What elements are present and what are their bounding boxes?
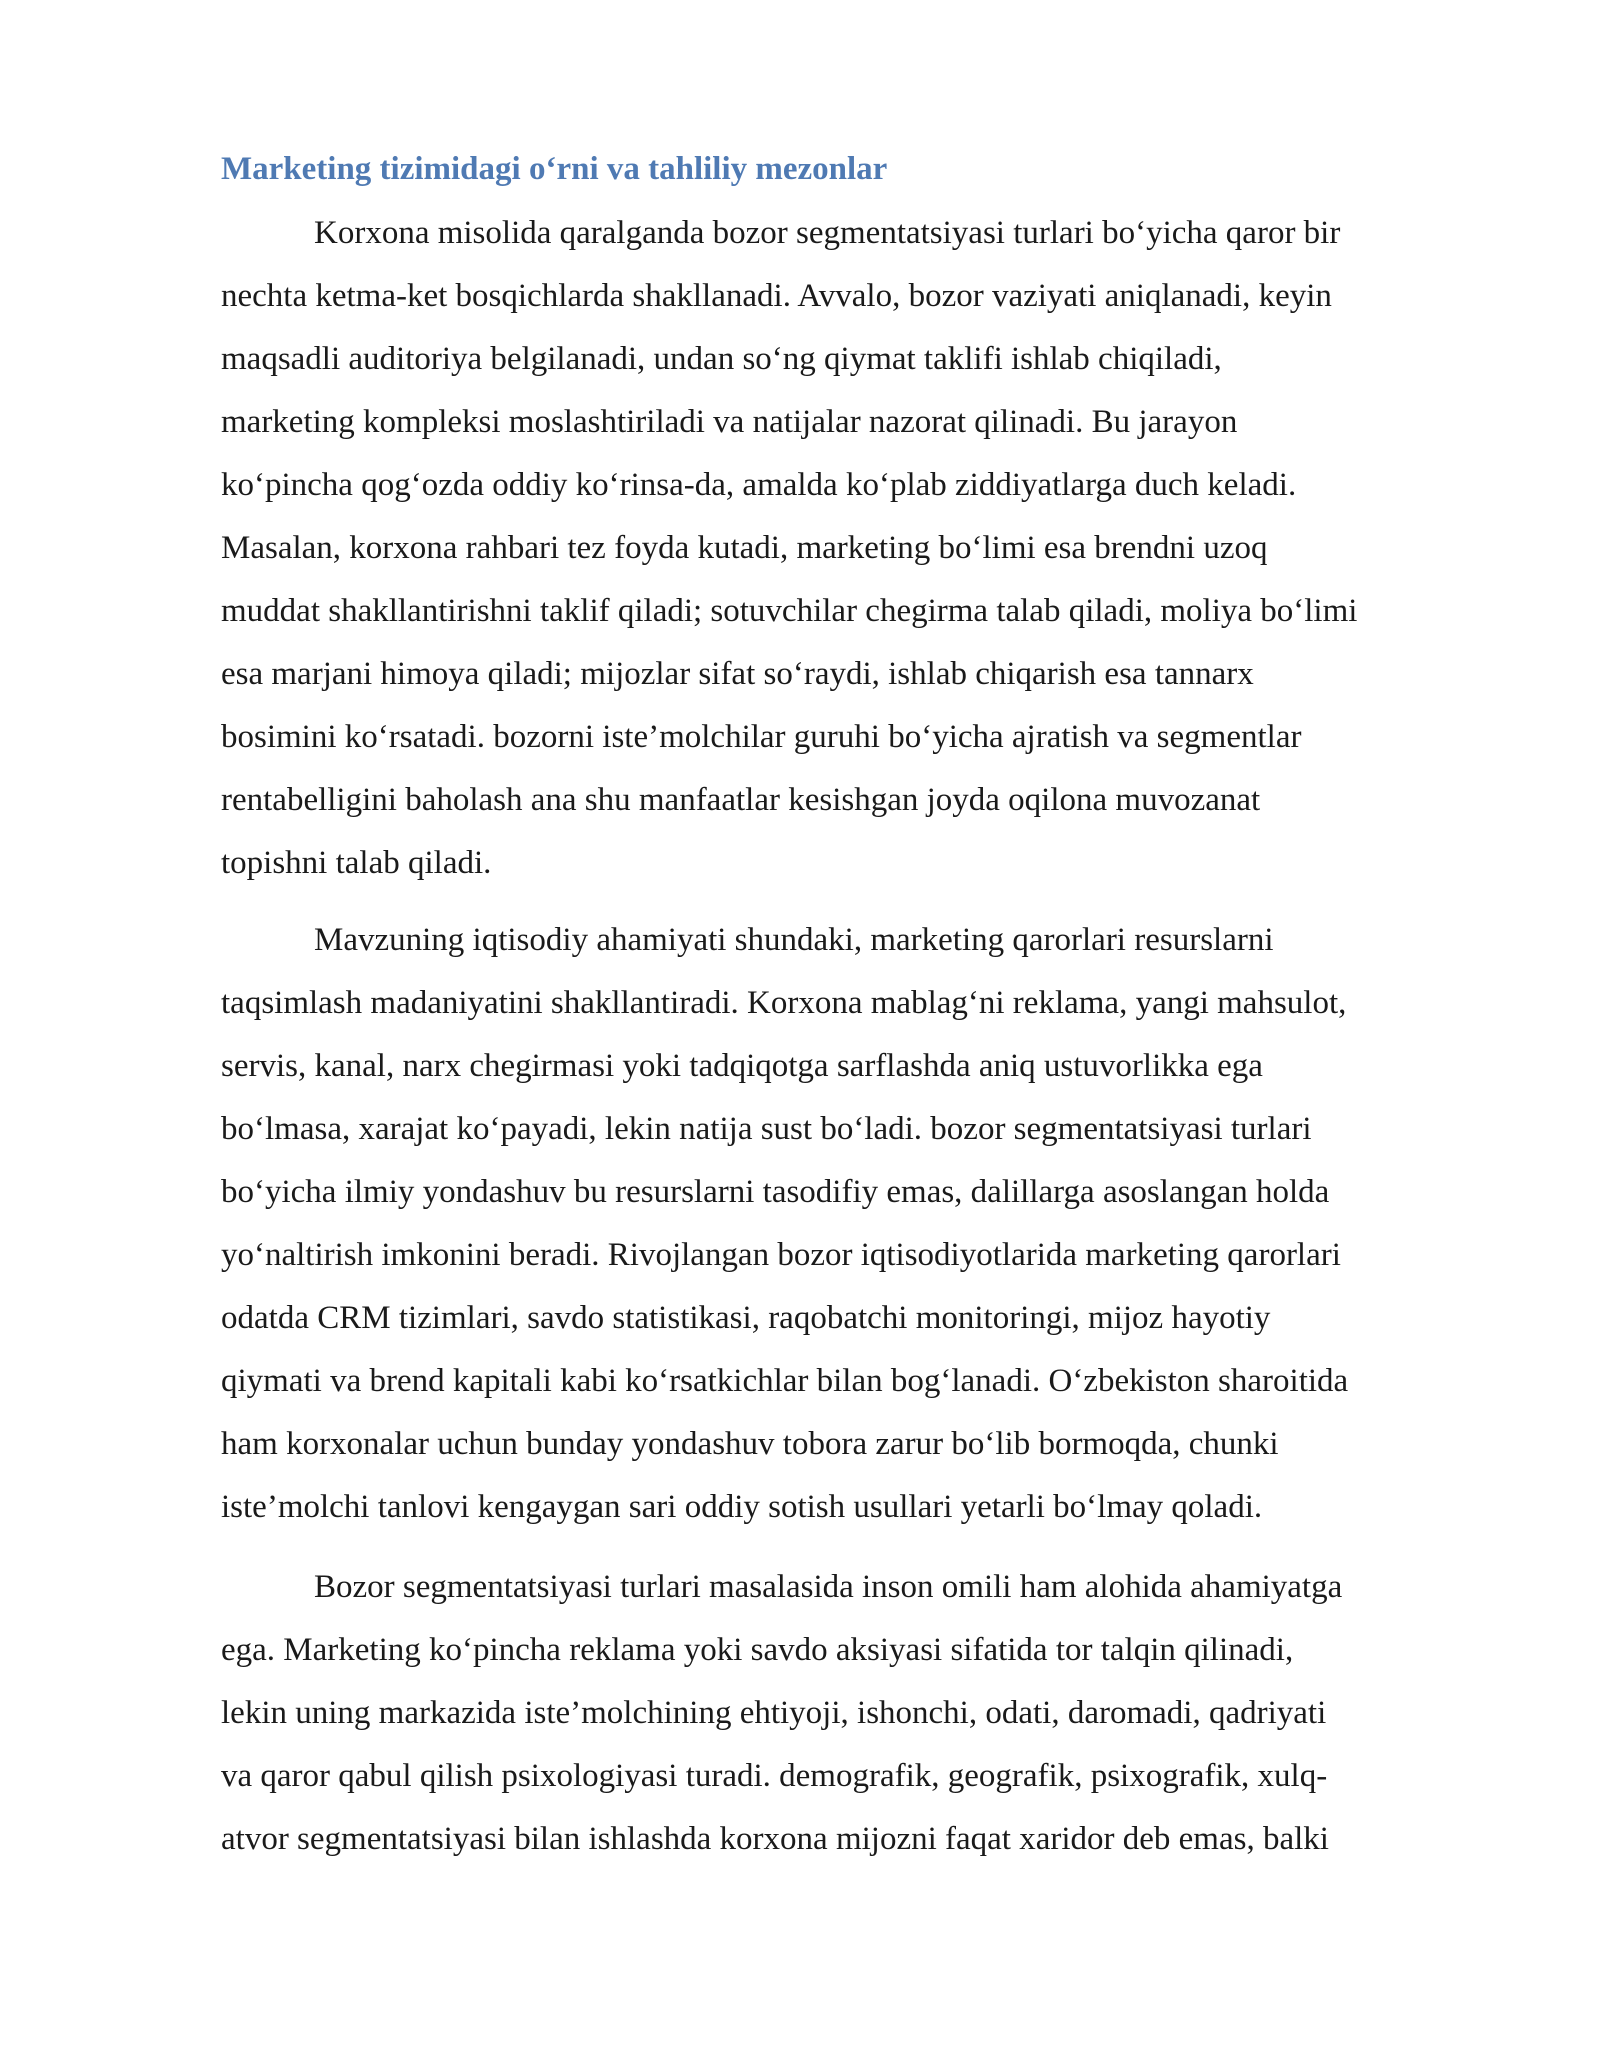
paragraph-line: iste’molchi tanlovi kengaygan sari oddiy sotish usullari yetarli bo‘lmay qoladi. (221, 1489, 1263, 1525)
section-heading: Marketing tizimidagi o‘rni va tahliliy mezonlar (221, 151, 888, 187)
paragraph-line: esa marjani himoya qiladi; mijozlar sifat so‘raydi, ishlab chiqarish esa tannarx (221, 656, 1254, 692)
paragraph-line: bosimini ko‘rsatadi. bozorni iste’molchilar guruhi bo‘yicha ajratish va segmentlar (221, 719, 1302, 755)
paragraph-line: odatda CRM tizimlari, savdo statistikasi, raqobatchi monitoringi, mijoz hayotiy (221, 1300, 1271, 1336)
paragraph-line: ham korxonalar uchun bunday yondashuv tobora zarur bo‘lib bormoqda, chunki (221, 1426, 1279, 1462)
paragraph-line: qiymati va brend kapitali kabi ko‘rsatkichlar bilan bog‘lanadi. O‘zbekiston sharoitida (221, 1363, 1349, 1399)
paragraph-line: Masalan, korxona rahbari tez foyda kutadi, marketing bo‘limi esa brendni uzoq (221, 530, 1268, 566)
paragraph-line: taqsimlash madaniyatini shakllantiradi. Korxona mablag‘ni reklama, yangi mahsulot, (221, 985, 1347, 1021)
paragraph-line: atvor segmentatsiyasi bilan ishlashda korxona mijozni faqat xaridor deb emas, balki (221, 1821, 1329, 1857)
paragraph-line: Mavzuning iqtisodiy ahamiyati shundaki, marketing qarorlari resurslarni (314, 922, 1274, 958)
paragraph-line: Korxona misolida qaralganda bozor segmentatsiyasi turlari bo‘yicha qaror bir (314, 215, 1341, 251)
paragraph-line: servis, kanal, narx chegirmasi yoki tadqiqotga sarflashda aniq ustuvorlikka ega (221, 1048, 1263, 1084)
paragraph-line: va qaror qabul qilish psixologiyasi turadi. demografik, geografik, psixografik, xulq- (221, 1758, 1328, 1794)
paragraph-line: ega. Marketing ko‘pincha reklama yoki savdo aksiyasi sifatida tor talqin qilinadi, (221, 1632, 1294, 1668)
paragraph-line: muddat shakllantirishni taklif qiladi; sotuvchilar chegirma talab qiladi, moliya bo‘limi (221, 593, 1358, 629)
paragraph-line: maqsadli auditoriya belgilanadi, undan so‘ng qiymat taklifi ishlab chiqiladi, (221, 341, 1222, 377)
paragraph-line: nechta ketma-ket bosqichlarda shakllanadi. Avvalo, bozor vaziyati aniqlanadi, keyin (221, 278, 1332, 314)
paragraph-line: bo‘lmasa, xarajat ko‘payadi, lekin natija sust bo‘ladi. bozor segmentatsiyasi turlari (221, 1111, 1312, 1147)
paragraph-line: Bozor segmentatsiyasi turlari masalasida inson omili ham alohida ahamiyatga (314, 1569, 1343, 1605)
paragraph-line: bo‘yicha ilmiy yondashuv bu resurslarni tasodifiy emas, dalillarga asoslangan holda (221, 1174, 1330, 1210)
paragraph-line: lekin uning markazida iste’molchining ehtiyoji, ishonchi, odati, daromadi, qadriyati (221, 1695, 1327, 1731)
paragraph-line: ko‘pincha qog‘ozda oddiy ko‘rinsa-da, amalda ko‘plab ziddiyatlarga duch keladi. (221, 467, 1297, 503)
paragraph-line: rentabelligini baholash ana shu manfaatlar kesishgan joyda oqilona muvozanat (221, 782, 1261, 818)
paragraph-line: topishni talab qiladi. (221, 845, 492, 881)
paragraph-line: marketing kompleksi moslashtiriladi va natijalar nazorat qilinadi. Bu jarayon (221, 404, 1238, 440)
paragraph-line: yo‘naltirish imkonini beradi. Rivojlangan bozor iqtisodiyotlarida marketing qarorlari (221, 1237, 1341, 1273)
